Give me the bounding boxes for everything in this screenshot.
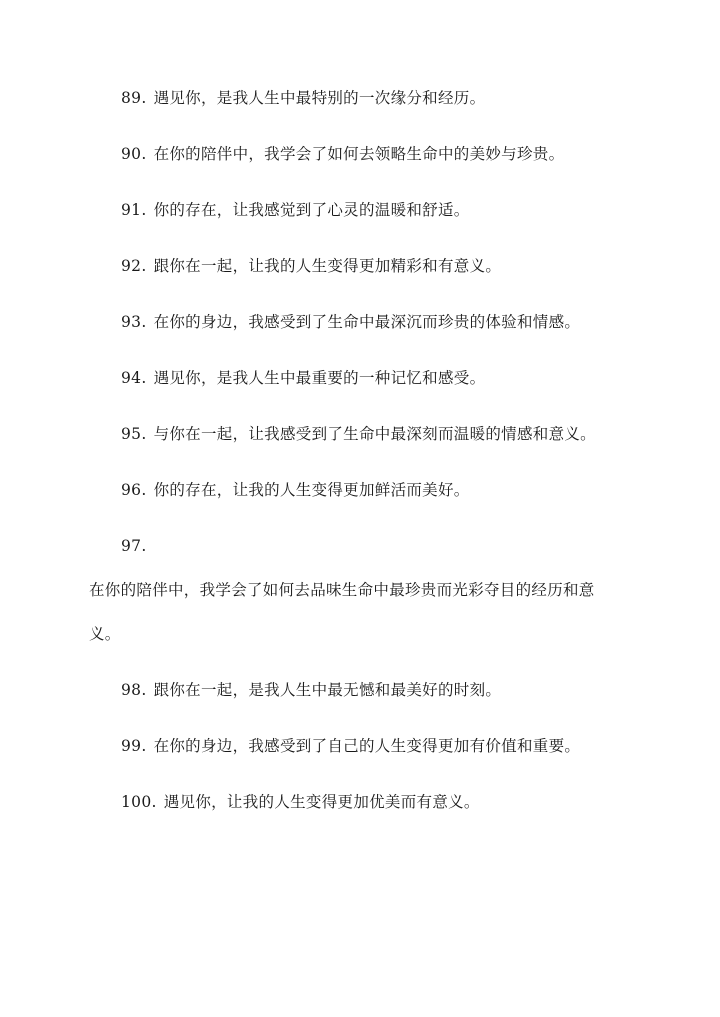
item-number: 97. bbox=[121, 537, 147, 555]
item-number: 95. bbox=[121, 425, 147, 443]
item-text: 与你在一起，让我感受到了生命中最深刻而温暖的情感和意义。 bbox=[153, 425, 596, 443]
list-item bbox=[121, 424, 596, 444]
list-item bbox=[121, 680, 501, 700]
list-item bbox=[121, 200, 470, 220]
list-item bbox=[121, 88, 485, 108]
item-number: 91. bbox=[121, 201, 147, 219]
item-number: 89. bbox=[121, 89, 147, 107]
item-text: 遇见你，是我人生中最特别的一次缘分和经历。 bbox=[153, 89, 486, 107]
item-number: 98. bbox=[121, 681, 147, 699]
item-text: 在你的陪伴中，我学会了如何去领略生命中的美妙与珍贵。 bbox=[153, 145, 565, 163]
item-number: 90. bbox=[121, 145, 147, 163]
item-text: 跟你在一起，让我的人生变得更加精彩和有意义。 bbox=[153, 257, 502, 275]
item-text: 你的存在，让我感觉到了心灵的温暖和舒适。 bbox=[153, 201, 470, 219]
list-item bbox=[121, 312, 580, 332]
item-number: 100. bbox=[121, 793, 157, 811]
item-number: 96. bbox=[121, 481, 147, 499]
list-item bbox=[121, 792, 480, 812]
list-item bbox=[121, 256, 501, 276]
list-item bbox=[121, 736, 580, 756]
item-text: 遇见你，是我人生中最重要的一种记忆和感受。 bbox=[153, 369, 486, 387]
item-text: 遇见你，让我的人生变得更加优美而有意义。 bbox=[163, 793, 480, 811]
item-number: 92. bbox=[121, 257, 147, 275]
item-text: 在你的身边，我感受到了生命中最深沉而珍贵的体验和情感。 bbox=[153, 313, 581, 331]
list-item-text-line: 义。 bbox=[89, 625, 121, 643]
item-text: 在你的身边，我感受到了自己的人生变得更加有价值和重要。 bbox=[153, 737, 581, 755]
list-item-number-line bbox=[121, 536, 154, 556]
list-item bbox=[121, 144, 564, 164]
list-item bbox=[121, 368, 485, 388]
item-number: 94. bbox=[121, 369, 147, 387]
item-number: 99. bbox=[121, 737, 147, 755]
item-text: 跟你在一起，是我人生中最无憾和最美好的时刻。 bbox=[153, 681, 502, 699]
item-number: 93. bbox=[121, 313, 147, 331]
item-text: 你的存在，让我的人生变得更加鲜活而美好。 bbox=[153, 481, 470, 499]
list-item-text-line: 在你的陪伴中，我学会了如何去品味生命中最珍贵而光彩夺目的经历和意 bbox=[89, 581, 595, 599]
list-item bbox=[121, 480, 470, 500]
